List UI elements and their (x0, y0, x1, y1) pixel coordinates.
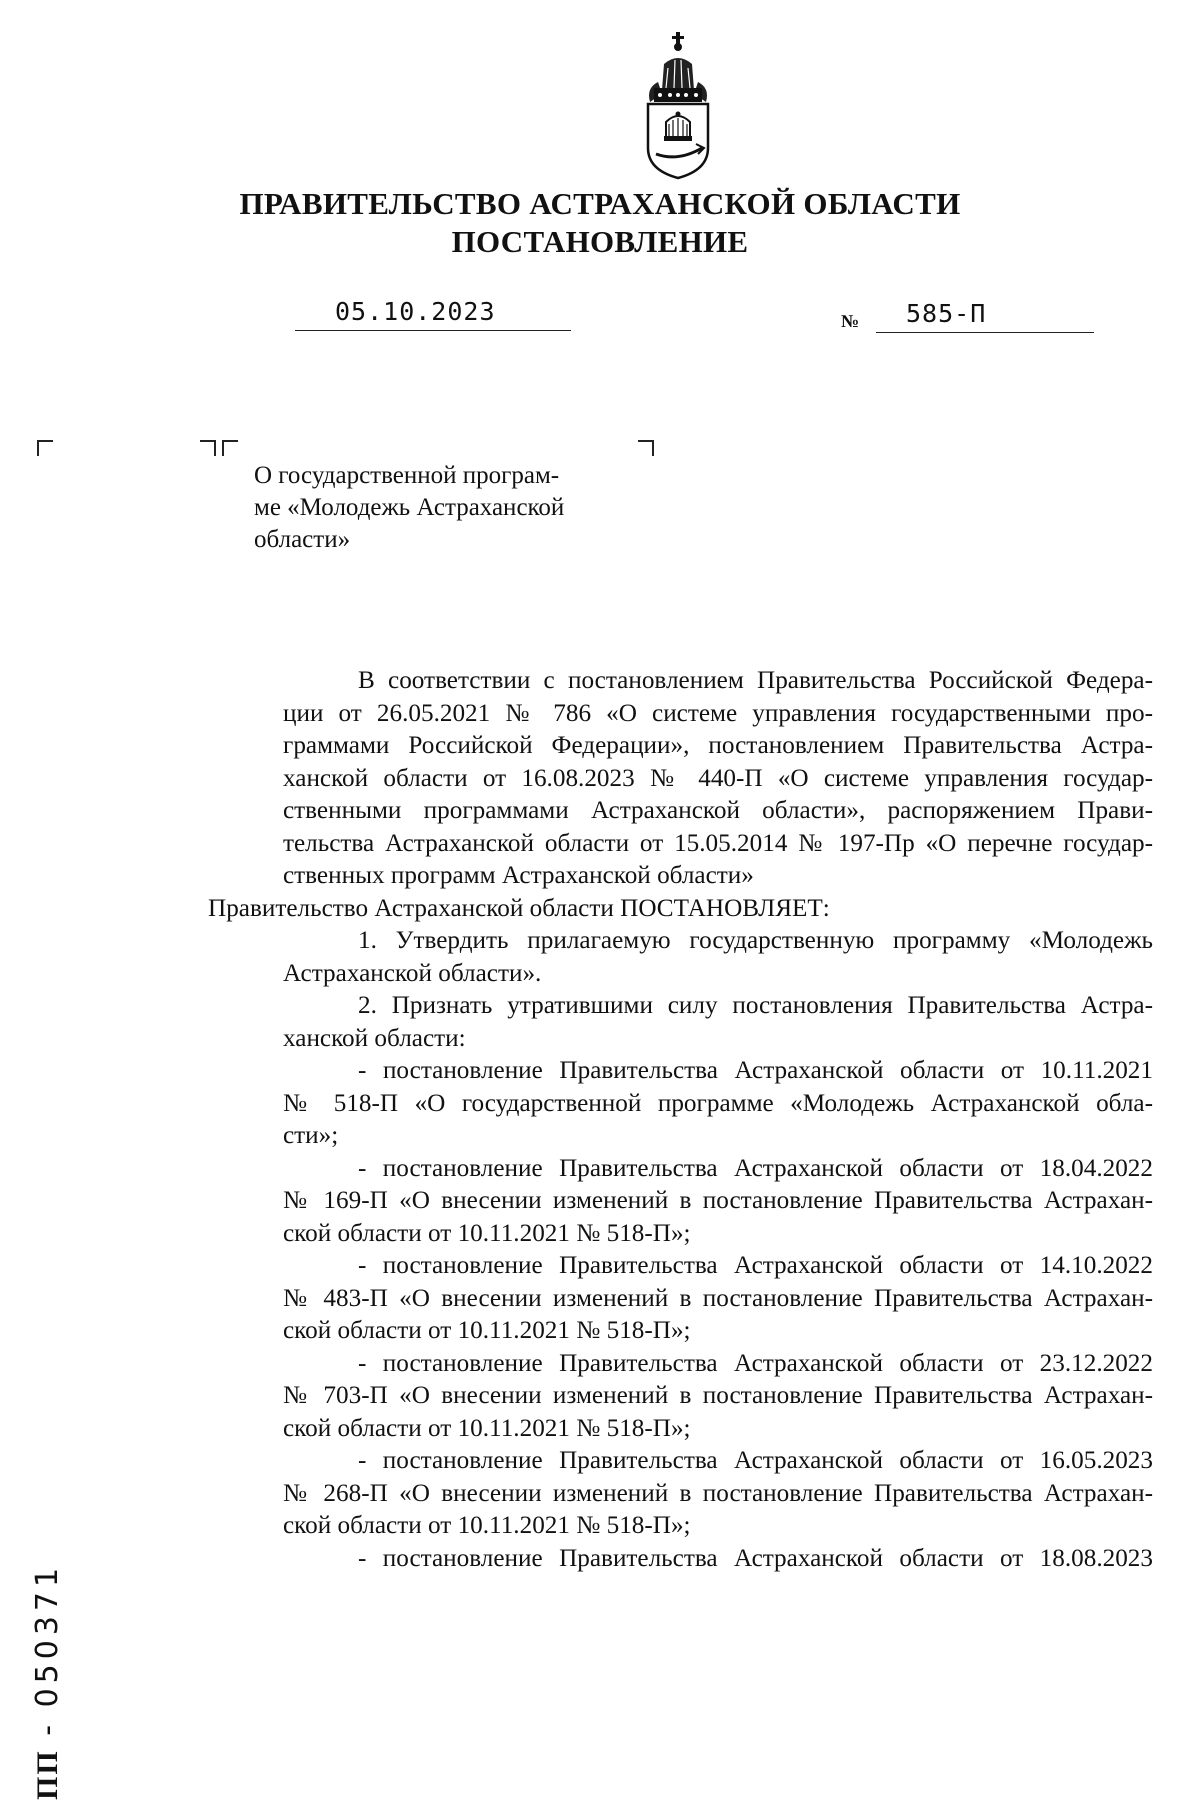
body-line: № 518-П «О государственной программе «Молодежь Астраханской обла- (283, 1089, 1153, 1117)
document-body (208, 665, 1153, 1575)
stamp-separator: - (30, 1707, 65, 1750)
number-label: № (841, 311, 860, 331)
body-line: ской области от 10.11.2021 № 518-П»; (283, 1317, 691, 1344)
body-line: ственными программами Астраханской области», распоряжением Прави- (283, 797, 1153, 824)
body-paragraph (208, 925, 1153, 990)
body-line: № 483-П «О внесении изменений в постановление Правительства Астрахан- (283, 1284, 1153, 1312)
body-paragraph (208, 1055, 1153, 1153)
document-number: 585-П (906, 299, 987, 328)
body-line: № 703-П «О внесении изменений в постановление Правительства Астрахан- (283, 1382, 1153, 1409)
corner-mark-subject-left-b (222, 440, 238, 456)
body-paragraph (208, 1543, 1153, 1576)
body-line: граммами Российской Федерации», постановлением Правительства Астра- (283, 732, 1153, 759)
body-line: ственных программ Астраханской области» (283, 862, 754, 889)
date-field (295, 296, 571, 331)
body-paragraph (208, 1250, 1153, 1348)
body-line: Правительство Астраханской области ПОСТАНОВЛЯЕТ: (208, 894, 830, 922)
registration-stamp (28, 1500, 68, 1800)
body-line: - постановление Правительства Астраханской области от 16.05.2023 (358, 1447, 1153, 1474)
body-line: ской области от 10.11.2021 № 518-П»; (283, 1512, 691, 1539)
body-line: - постановление Правительства Астраханской области от 10.11.2021 (358, 1057, 1153, 1084)
body-line: Астраханской области». (283, 959, 542, 987)
coat-of-arms-icon (640, 30, 716, 180)
body-line: - постановление Правительства Астраханской области от 18.04.2022 (358, 1154, 1153, 1182)
body-line: № 169-П «О внесении изменений в постановление Правительства Астрахан- (283, 1187, 1153, 1214)
document-date: 05.10.2023 (335, 297, 496, 326)
body-line: 2. Признать утратившими силу постановления Правительства Астра- (358, 992, 1153, 1019)
subject-line: области» (254, 526, 351, 553)
corner-mark-subject-left-a (200, 440, 216, 456)
body-line: 1. Утвердить прилагаемую государственную программу «Молодежь (358, 927, 1153, 954)
body-line: - постановление Правительства Астраханской области от 18.08.2023 (358, 1544, 1153, 1572)
subject-line: ме «Молодежь Астраханской (254, 494, 565, 521)
body-line: № 268-П «О внесении изменений в постановление Правительства Астрахан- (283, 1479, 1153, 1507)
subject-line: О государственной програм- (254, 462, 560, 489)
body-paragraph (208, 1153, 1153, 1251)
corner-mark-left (37, 440, 53, 456)
body-line: ской области от 10.11.2021 № 518-П»; (283, 1414, 691, 1442)
body-paragraph (208, 1445, 1153, 1543)
document-subject (254, 460, 624, 556)
body-line: ской области от 10.11.2021 № 518-П»; (283, 1219, 691, 1247)
number-field (876, 296, 1094, 333)
stamp-number: 050371 (30, 1562, 65, 1708)
corner-mark-subject-right (638, 440, 654, 456)
body-line: ции от 26.05.2021 № 786 «О системе управления государственными про- (283, 699, 1153, 727)
body-paragraph (208, 990, 1153, 1055)
body-paragraph (208, 893, 1153, 926)
body-line: - постановление Правительства Астраханской области от 14.10.2022 (358, 1252, 1153, 1279)
body-line: тельства Астраханской области от 15.05.2014 № 197-Пр «О перечне государ- (283, 829, 1153, 857)
document-type: ПОСТАНОВЛЕНИЕ (451, 224, 749, 259)
organization-title: ПРАВИТЕЛЬСТВО АСТРАХАНСКОЙ ОБЛАСТИ (239, 186, 961, 221)
body-line: ханской области от 16.08.2023 № 440-П «О системе управления государ- (283, 764, 1153, 792)
body-line: ханской области: (283, 1024, 466, 1052)
body-paragraph (208, 1348, 1153, 1446)
body-line: - постановление Правительства Астраханской области от 23.12.2022 (358, 1349, 1153, 1377)
body-line: сти»; (283, 1122, 339, 1149)
body-paragraph (208, 665, 1153, 893)
stamp-prefix: ПП (31, 1749, 64, 1800)
body-line: В соответствии с постановлением Правительства Российской Федера- (358, 667, 1153, 694)
